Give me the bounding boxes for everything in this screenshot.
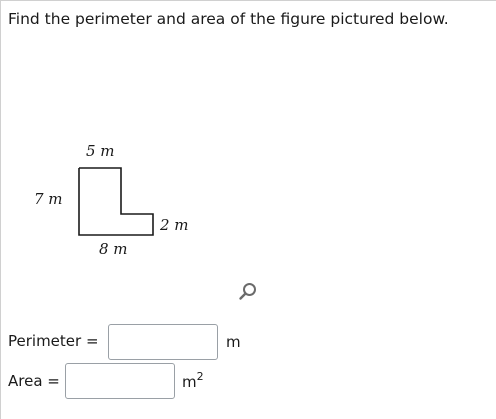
perimeter-unit: m (226, 333, 241, 351)
question-prompt: Find the perimeter and area of the figure pictured below. (8, 10, 449, 28)
top-dimension-label: 5 m (86, 142, 115, 160)
bottom-dimension-label: 8 m (99, 240, 128, 258)
area-label: Area = (8, 372, 60, 390)
l-shape-outline (79, 168, 153, 235)
area-unit (182, 370, 204, 391)
right-dimension-label: 2 m (160, 216, 189, 234)
area-input[interactable] (65, 363, 175, 399)
area-unit-base: m (182, 373, 197, 391)
area-unit-exponent: 2 (196, 370, 204, 383)
left-dimension-label: 7 m (34, 190, 63, 208)
perimeter-input[interactable] (108, 324, 218, 360)
magnifier-icon[interactable] (236, 280, 260, 304)
perimeter-label: Perimeter = (8, 332, 99, 350)
